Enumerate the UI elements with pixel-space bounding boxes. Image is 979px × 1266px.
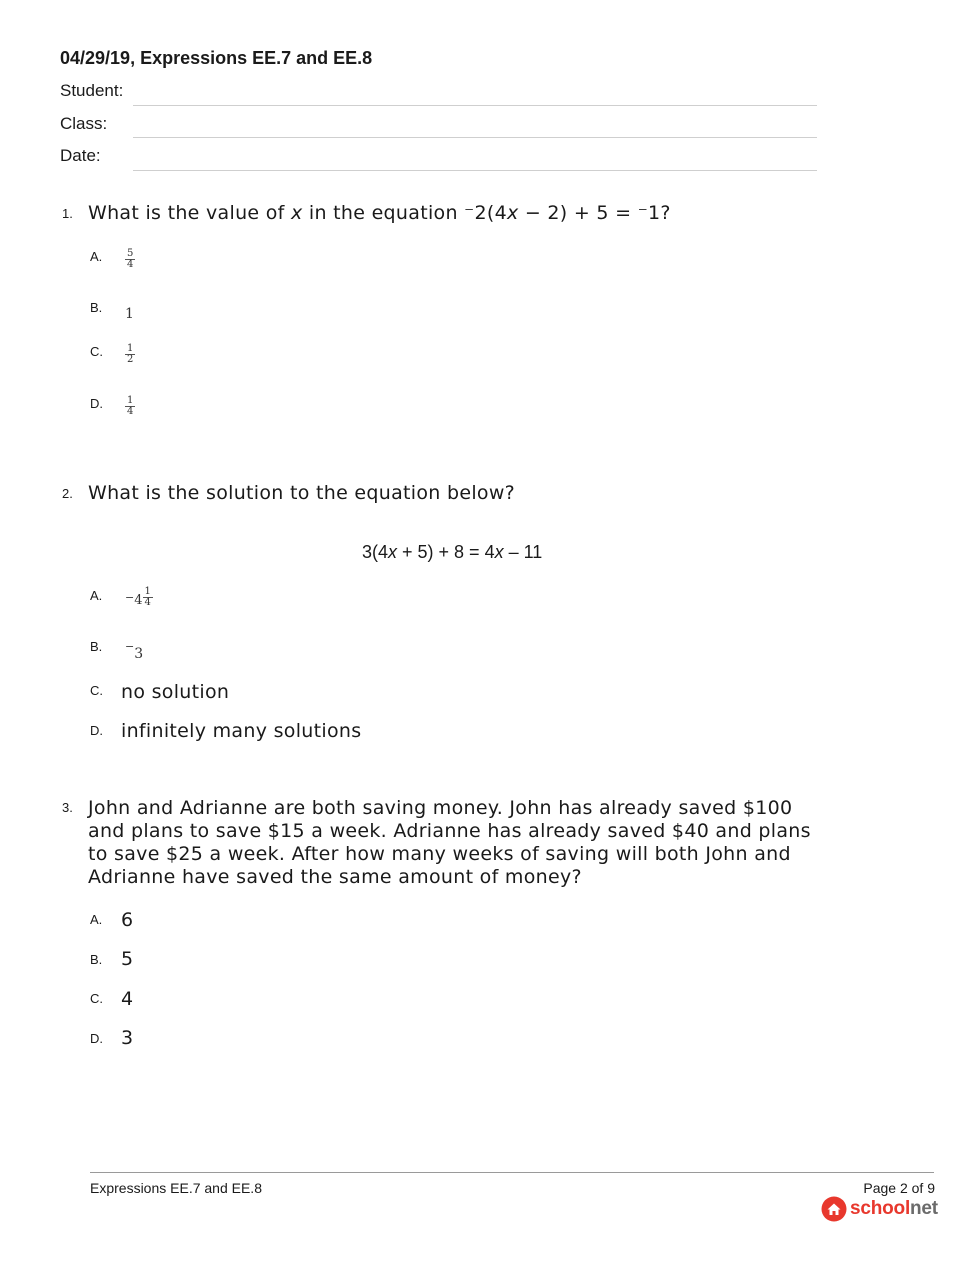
q2-a-num: 1: [144, 586, 151, 597]
q1-d-den: 4: [127, 406, 134, 417]
q2-option-c-letter[interactable]: C.: [90, 683, 103, 698]
q3-line: and plans to save $15 a week. Adrianne has already saved $40 and plans: [88, 820, 811, 842]
q1-eq-b: − 2) + 5 = ⁻1?: [518, 202, 671, 224]
q3-option-d-letter[interactable]: D.: [90, 1031, 103, 1046]
student-label: Student:: [60, 81, 124, 100]
question-1-text: [88, 202, 671, 225]
footer-page-number: Page 2 of 9: [863, 1180, 935, 1196]
student-field-line[interactable]: [133, 105, 817, 106]
class-label: Class:: [60, 114, 108, 133]
q3-option-c-text[interactable]: 4: [121, 988, 134, 1010]
q2-b-num: 3: [134, 646, 144, 662]
q2-option-b-value[interactable]: [125, 640, 144, 662]
q2-a-fraction: [143, 587, 153, 608]
question-2-number: 2.: [62, 486, 73, 501]
q3-line: Adrianne have saved the same amount of money?: [88, 866, 582, 888]
schoolnet-house-icon: [821, 1196, 847, 1222]
q2-eq-b: + 5) + 8 = 4: [397, 542, 495, 562]
date-label: Date:: [60, 146, 101, 165]
q2-a-sign: −: [125, 591, 135, 604]
date-field-line[interactable]: [133, 170, 817, 171]
q3-option-b-text[interactable]: 5: [121, 948, 134, 970]
q2-a-whole: 4: [134, 593, 143, 608]
question-3-number: 3.: [62, 800, 73, 815]
q2-eq-a: 3(4: [362, 542, 389, 562]
q1-a-den: 4: [127, 259, 134, 270]
footer-divider: [90, 1172, 934, 1173]
question-2-text: What is the solution to the equation below?: [88, 482, 516, 504]
q1-option-d-letter[interactable]: D.: [90, 396, 103, 411]
q3-line: to save $25 a week. After how many weeks of saving will both John and: [88, 843, 791, 865]
q2-a-den: 4: [144, 597, 151, 608]
q3-line: John and Adrianne are both saving money. John has already saved $100: [88, 797, 793, 819]
brand-school: school: [850, 1198, 911, 1219]
q3-option-d-text[interactable]: 3: [121, 1027, 134, 1049]
q3-option-a-text[interactable]: 6: [121, 909, 134, 931]
q1-option-c-letter[interactable]: C.: [90, 344, 103, 359]
q1-eq-var: x: [506, 202, 519, 224]
q1-option-b-value[interactable]: 1: [125, 306, 134, 322]
brand-net: net: [910, 1198, 938, 1219]
question-1-number: 1.: [62, 206, 73, 221]
q2-eq-var1: x: [388, 542, 398, 562]
q2-option-a-letter[interactable]: A.: [90, 588, 103, 603]
q3-option-b-letter[interactable]: B.: [90, 952, 103, 967]
question-3-text: [88, 797, 811, 889]
q2-option-d-text[interactable]: infinitely many solutions: [121, 720, 362, 742]
q2-eq-var2: x: [494, 542, 504, 562]
q1-text-prefix: What is the value of: [88, 202, 291, 224]
q2-option-b-letter[interactable]: B.: [90, 639, 103, 654]
q2-option-d-letter[interactable]: D.: [90, 723, 103, 738]
footer-doc-title: Expressions EE.7 and EE.8: [90, 1180, 262, 1196]
q2-b-sign: −: [125, 640, 135, 653]
q1-option-b-letter[interactable]: B.: [90, 300, 103, 315]
worksheet-title: 04/29/19, Expressions EE.7 and EE.8: [60, 48, 373, 68]
schoolnet-logo: [821, 1196, 938, 1222]
q1-option-d-fraction[interactable]: [125, 396, 135, 417]
q2-option-c-text[interactable]: no solution: [121, 681, 230, 703]
q2-eq-c: – 11: [503, 542, 543, 562]
q1-a-num: 5: [127, 248, 134, 259]
q1-c-num: 1: [127, 343, 134, 354]
q3-option-a-letter[interactable]: A.: [90, 912, 103, 927]
q2-option-a-value[interactable]: [125, 587, 153, 608]
q1-text-var: x: [291, 202, 303, 224]
class-field-line[interactable]: [133, 137, 817, 138]
q1-eq-a: ⁻2(4: [464, 202, 507, 224]
q1-option-c-fraction[interactable]: [125, 344, 135, 365]
q3-option-c-letter[interactable]: C.: [90, 991, 103, 1006]
question-2-equation: [362, 542, 542, 563]
q1-text-mid: in the equation: [302, 202, 465, 224]
q1-d-num: 1: [127, 395, 134, 406]
q1-c-den: 2: [127, 354, 134, 365]
q1-option-a-fraction[interactable]: [125, 249, 135, 270]
q1-option-a-letter[interactable]: A.: [90, 249, 103, 264]
